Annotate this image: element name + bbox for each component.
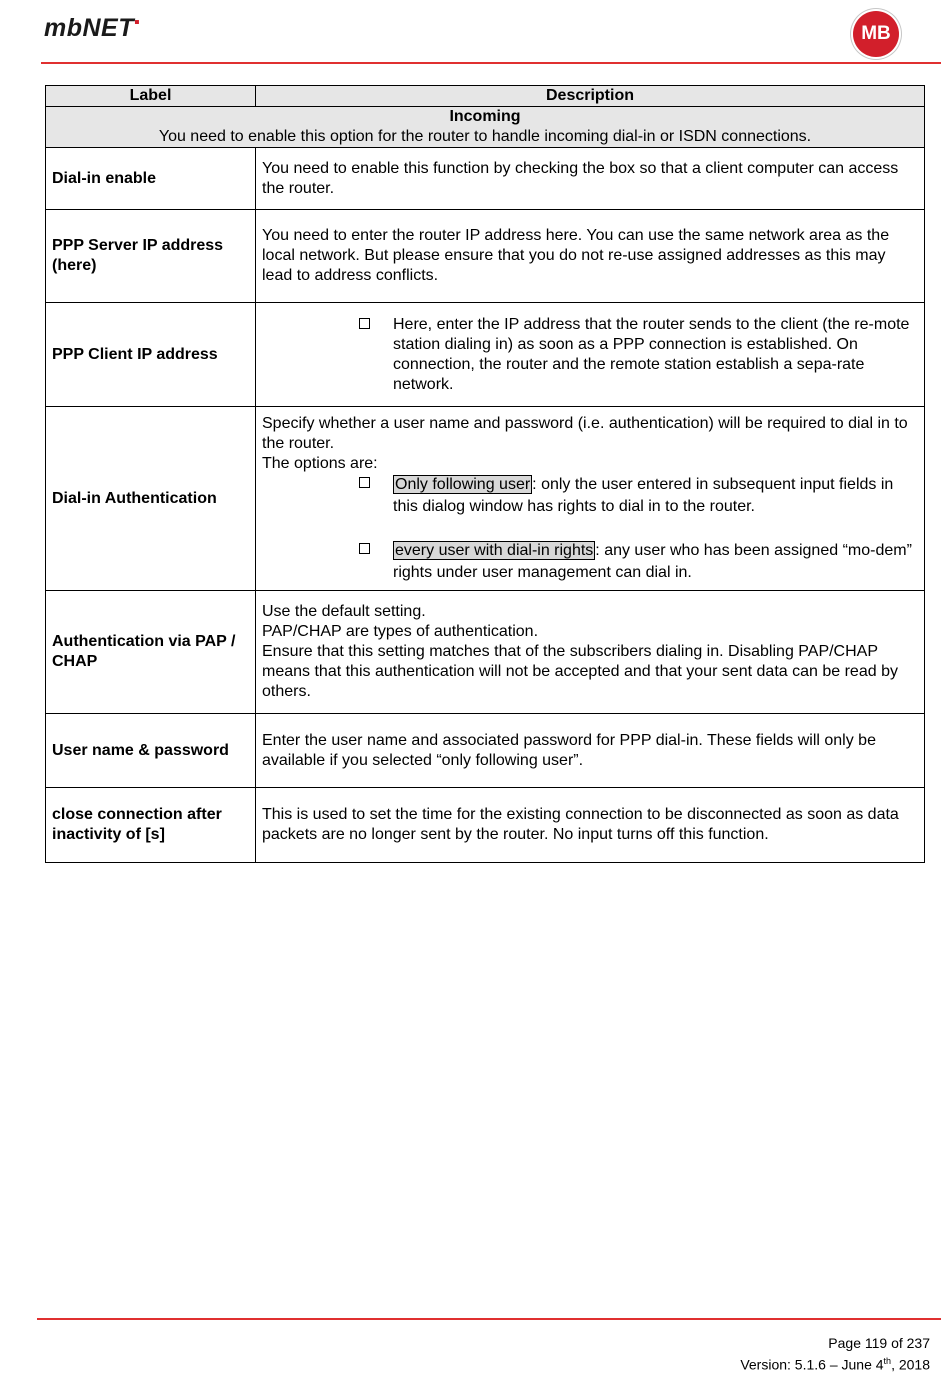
row-intro: Specify whether a user name and password (i.e. authentication) will be required to dial in to the router.: [262, 414, 908, 452]
checkbox-bullet-icon: [359, 477, 370, 488]
group-row-incoming: [46, 107, 925, 148]
row-description-line: PAP/CHAP are types of authentication.: [262, 623, 539, 640]
column-header-description: Description: [256, 86, 925, 107]
checkbox-bullet-icon: [359, 318, 370, 329]
table-row: [46, 303, 925, 407]
group-title: Incoming: [449, 108, 521, 125]
table-row: [46, 714, 925, 788]
version-info: Version: 5.1.6 – June 4th, 2018: [740, 1356, 930, 1373]
row-label: Dial-in Authentication: [46, 407, 256, 591]
checkbox-bullet-icon: [359, 543, 370, 554]
settings-table: [45, 85, 925, 863]
row-description: You need to enter the router IP address here. You can use the same network area as the local network. But please ensure that you do not re-use assigned addresses as this may lead to address conflicts.: [256, 210, 925, 303]
table-row: [46, 148, 925, 210]
row-label: PPP Client IP address: [46, 303, 256, 407]
mb-badge-logo: MB: [853, 11, 899, 57]
row-description-line: Ensure that this setting matches that of the subscribers dialing in. Disabling PAP/CHAP means that this authentication will not be accepted and that your sent data can be read by others.: [262, 643, 898, 700]
table-row: [46, 788, 925, 863]
table-header-row: [46, 86, 925, 107]
row-description: This is used to set the time for the existing connection to be disconnected as soon as data packets are no longer sent by the router. No input turns off this function.: [256, 788, 925, 863]
footer-rule: [37, 1318, 941, 1320]
table-row: [46, 591, 925, 714]
bullet-list: [262, 315, 918, 395]
list-item: Here, enter the IP address that the router sends to the client (the re-mote station dialing in) as soon as a PPP connection is established. On connection, the router and the remote station establish a sepa-rate network.: [262, 315, 918, 395]
option-name: every user with dial-in rights: [395, 541, 594, 559]
column-header-label: Label: [46, 86, 256, 107]
row-label: PPP Server IP address (here): [46, 210, 256, 303]
row-description: You need to enable this function by checking the box so that a client computer can access the router.: [256, 148, 925, 210]
row-label: Dial-in enable: [46, 148, 256, 210]
list-item: Only following user : only the user entered in subsequent input fields in this dialog window has rights to dial in to the router.: [262, 474, 918, 518]
row-label: Authentication via PAP / CHAP: [46, 591, 256, 714]
table-row: [46, 210, 925, 303]
list-item: every user with dial-in rights : any user who has been assigned “mo-dem” rights under user management can dial in.: [262, 540, 918, 584]
page-number: Page 119 of 237: [828, 1335, 930, 1351]
row-description-line: Use the default setting.: [262, 603, 426, 620]
option-list: [262, 474, 918, 584]
row-description: Enter the user name and associated password for PPP dial-in. These fields will only be available if you selected “only following user”.: [256, 714, 925, 788]
option-name: Only following user: [395, 475, 531, 493]
table-row: [46, 407, 925, 591]
header-rule: [41, 62, 941, 64]
row-label: User name & password: [46, 714, 256, 788]
options-label: The options are:: [262, 454, 378, 472]
group-description: You need to enable this option for the router to handle incoming dial-in or ISDN connections.: [158, 128, 812, 145]
row-label: close connection after inactivity of [s]: [46, 788, 256, 863]
mbnet-logo: mbNET▪: [44, 14, 141, 42]
